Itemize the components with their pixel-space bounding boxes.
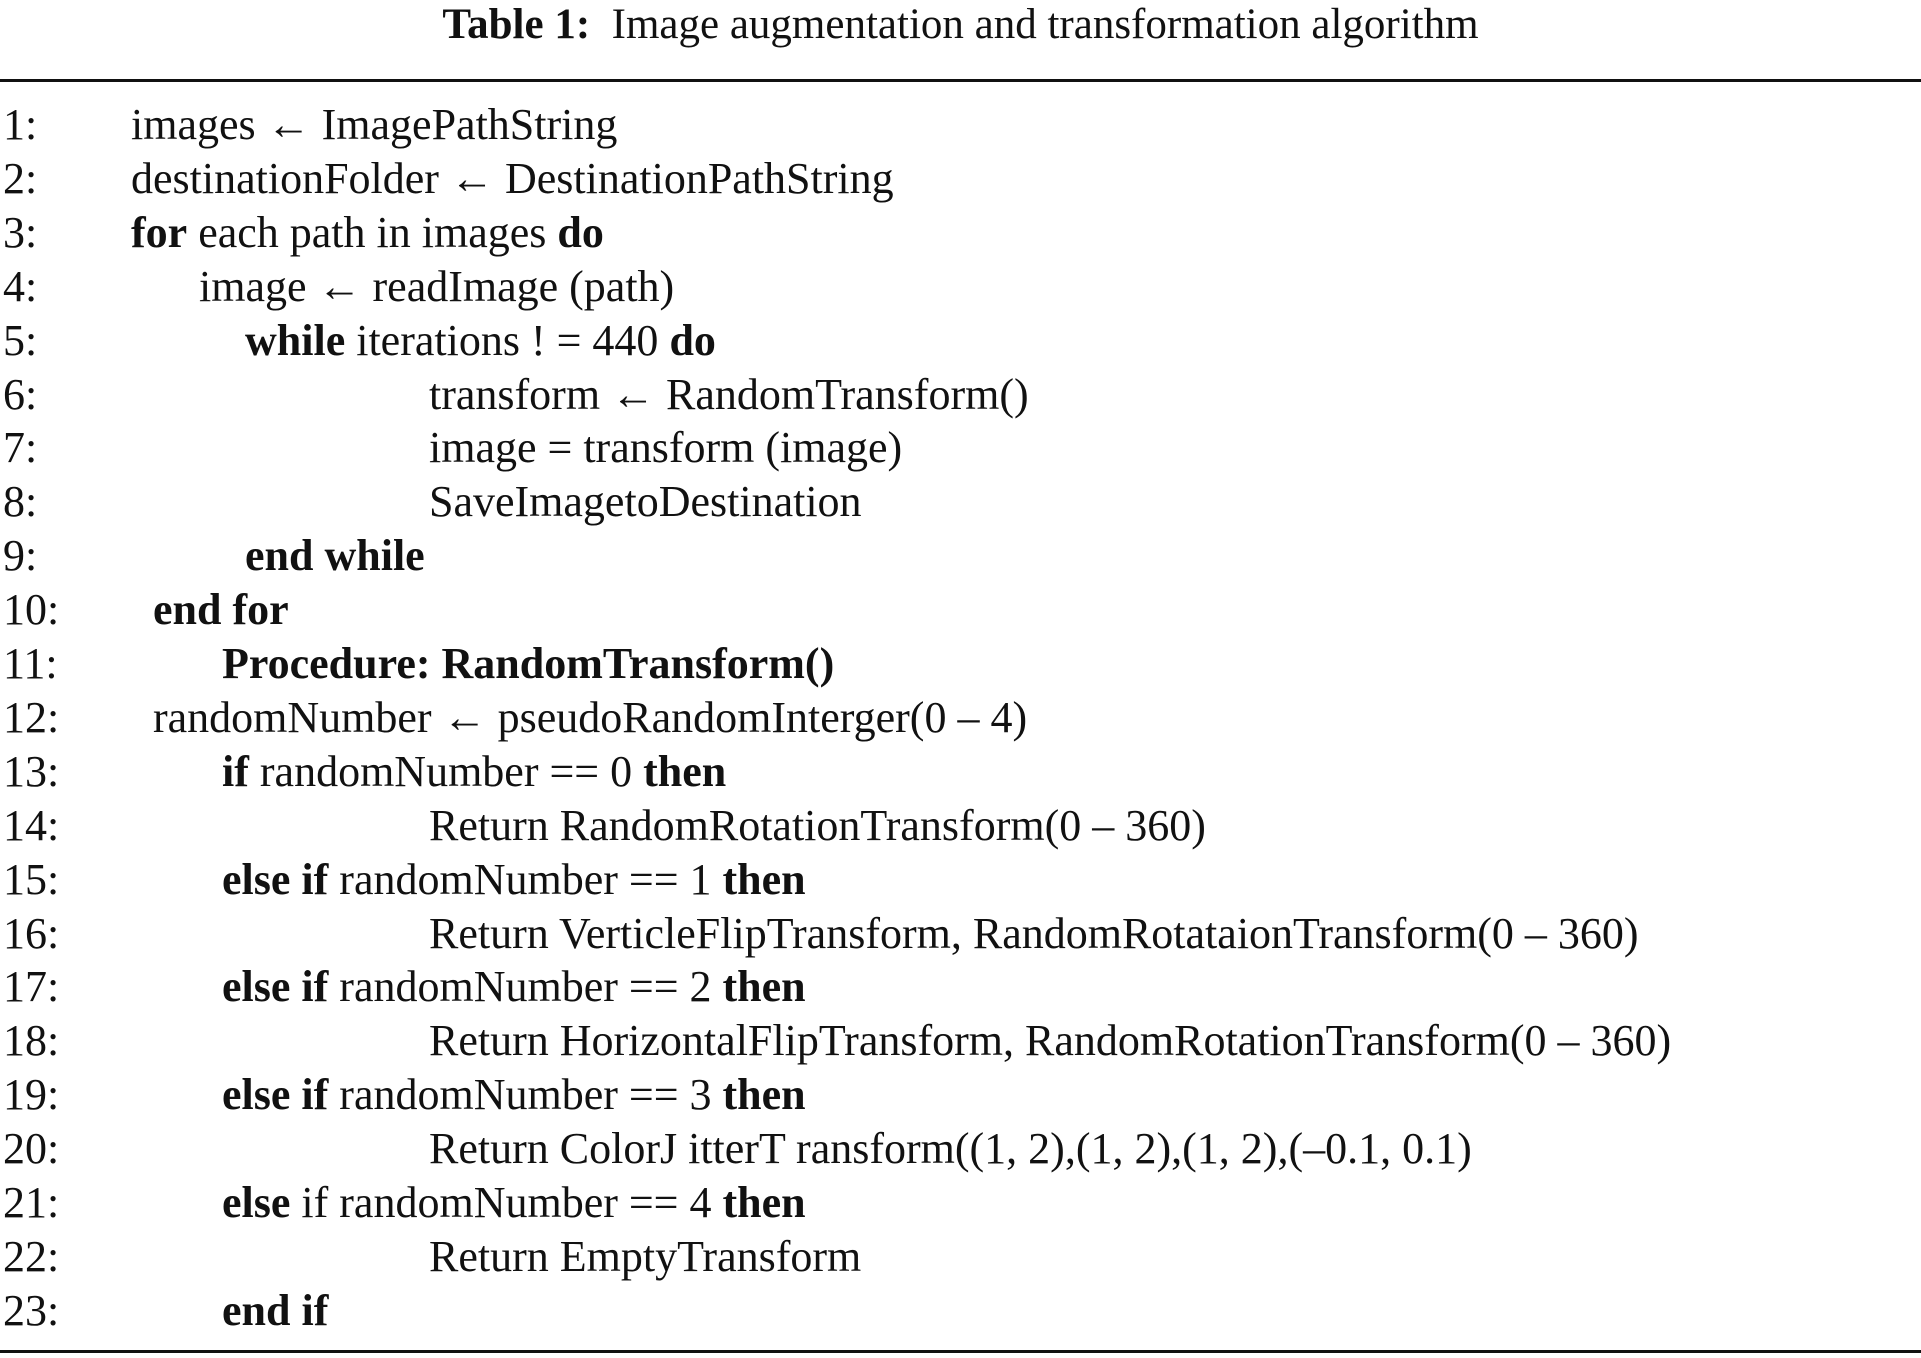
keyword: else if	[222, 1070, 329, 1120]
line-number: 9:	[3, 531, 38, 581]
keyword: Procedure: RandomTransform()	[222, 639, 835, 688]
algorithm-line	[0, 853, 1921, 907]
keyword: else	[222, 1178, 291, 1227]
line-code	[245, 529, 425, 583]
line-number: 6:	[3, 369, 38, 419]
line-number: 8:	[3, 477, 38, 527]
code-text: image ← readImage (path)	[199, 261, 675, 311]
keyword: end for	[153, 585, 289, 635]
code-text: if randomNumber == 4	[290, 1178, 723, 1227]
line-code	[153, 583, 289, 637]
line-code	[222, 853, 806, 907]
algorithm-line	[0, 475, 1921, 529]
line-code	[131, 98, 617, 152]
line-code	[222, 1176, 806, 1230]
algorithm-line	[0, 583, 1921, 637]
line-code	[222, 745, 726, 799]
code-text: Return HorizontalFlipTransform, RandomRotationTransform(0 – 360)	[429, 1016, 1672, 1066]
line-number: 18:	[3, 1016, 60, 1066]
line-number: 1:	[3, 100, 38, 149]
algorithm-line	[0, 907, 1921, 961]
algorithm-line	[0, 1230, 1921, 1284]
keyword: then	[643, 746, 727, 796]
keyword: then	[722, 1178, 806, 1227]
line-number: 22:	[3, 1231, 60, 1281]
code-text: transform ← RandomTransform()	[429, 369, 1029, 419]
code-text: randomNumber ← pseudoRandomInterger(0 – 4)	[153, 692, 1028, 742]
keyword: else if	[222, 962, 329, 1012]
line-number: 21:	[3, 1178, 60, 1227]
line-code	[153, 691, 1027, 745]
keyword: then	[722, 1070, 806, 1120]
line-code	[429, 907, 1639, 961]
algorithm-line	[0, 691, 1921, 745]
keyword: do	[557, 207, 604, 257]
code-text: each path in images	[187, 207, 558, 257]
algorithm-line	[0, 98, 1921, 152]
line-code	[222, 1068, 806, 1122]
line-code	[429, 1014, 1671, 1068]
algorithm-line	[0, 1014, 1921, 1068]
code-text: Return VerticleFlipTransform, RandomRotataionTransform(0 – 360)	[429, 908, 1639, 958]
line-code	[429, 368, 1029, 422]
line-number: 5:	[3, 315, 38, 365]
algorithm-line	[0, 421, 1921, 475]
code-text: destinationFolder ← DestinationPathString	[131, 153, 894, 203]
line-code	[131, 206, 604, 260]
keyword: do	[669, 315, 716, 365]
line-number: 17:	[3, 962, 60, 1012]
keyword: else if	[222, 854, 329, 904]
algorithm-line	[0, 206, 1921, 260]
line-code	[429, 1230, 861, 1284]
line-code	[131, 152, 894, 206]
line-code	[199, 260, 674, 314]
line-number: 23:	[3, 1285, 60, 1335]
line-number: 10:	[3, 585, 60, 635]
line-number: 2:	[3, 153, 38, 203]
line-number: 14:	[3, 800, 60, 850]
line-number: 15:	[3, 854, 60, 904]
keyword: end if	[222, 1285, 329, 1335]
line-number: 19:	[3, 1070, 60, 1120]
line-code	[429, 799, 1206, 853]
code-text: iterations ! = 440	[345, 315, 670, 365]
algorithm-line	[0, 1284, 1921, 1338]
line-code	[245, 314, 716, 368]
algorithm-line	[0, 368, 1921, 422]
code-text: Return RandomRotationTransform(0 – 360)	[429, 800, 1206, 850]
line-code	[222, 637, 834, 691]
line-number: 13:	[3, 746, 60, 796]
algorithm-line	[0, 1068, 1921, 1122]
line-number: 11:	[3, 639, 58, 688]
table-title: Image augmentation and transformation algorithm	[611, 1, 1479, 48]
line-number: 16:	[3, 908, 60, 958]
line-code	[222, 960, 806, 1014]
code-text: image = transform (image)	[429, 423, 903, 473]
algorithm-line	[0, 960, 1921, 1014]
algorithm-line	[0, 529, 1921, 583]
bottom-rule	[0, 1350, 1921, 1353]
table-label: Table 1:	[442, 1, 591, 48]
keyword: if	[222, 746, 249, 796]
line-code	[429, 1122, 1472, 1176]
code-text: Return EmptyTransform	[429, 1231, 862, 1281]
table-caption	[0, 0, 1921, 50]
line-number: 7:	[3, 423, 38, 473]
top-rule	[0, 79, 1921, 82]
keyword: for	[131, 207, 188, 257]
keyword: while	[245, 315, 346, 365]
code-text: images ← ImagePathString	[131, 100, 618, 149]
line-code	[429, 475, 862, 529]
line-code	[222, 1284, 328, 1338]
algorithm-line	[0, 314, 1921, 368]
algorithm-line	[0, 637, 1921, 691]
code-text: Return ColorJ itterT ransform((1, 2),(1, 2),(1, 2),(–0.1, 0.1)	[429, 1124, 1472, 1174]
algorithm-line	[0, 745, 1921, 799]
line-code	[429, 421, 902, 475]
algorithm-line	[0, 799, 1921, 853]
code-text: randomNumber == 0	[248, 746, 644, 796]
keyword: end while	[245, 531, 425, 581]
line-number: 12:	[3, 692, 60, 742]
keyword: then	[722, 962, 806, 1012]
code-text: randomNumber == 2	[328, 962, 723, 1012]
line-number: 20:	[3, 1124, 60, 1174]
algorithm-line	[0, 1176, 1921, 1230]
keyword: then	[722, 854, 806, 904]
code-text: SaveImagetoDestination	[429, 477, 862, 527]
line-number: 4:	[3, 261, 38, 311]
code-text: randomNumber == 3	[328, 1070, 723, 1120]
code-text: randomNumber == 1	[328, 854, 723, 904]
line-number: 3:	[3, 207, 38, 257]
algorithm-line	[0, 260, 1921, 314]
algorithm-line	[0, 152, 1921, 206]
algorithm-line	[0, 1122, 1921, 1176]
